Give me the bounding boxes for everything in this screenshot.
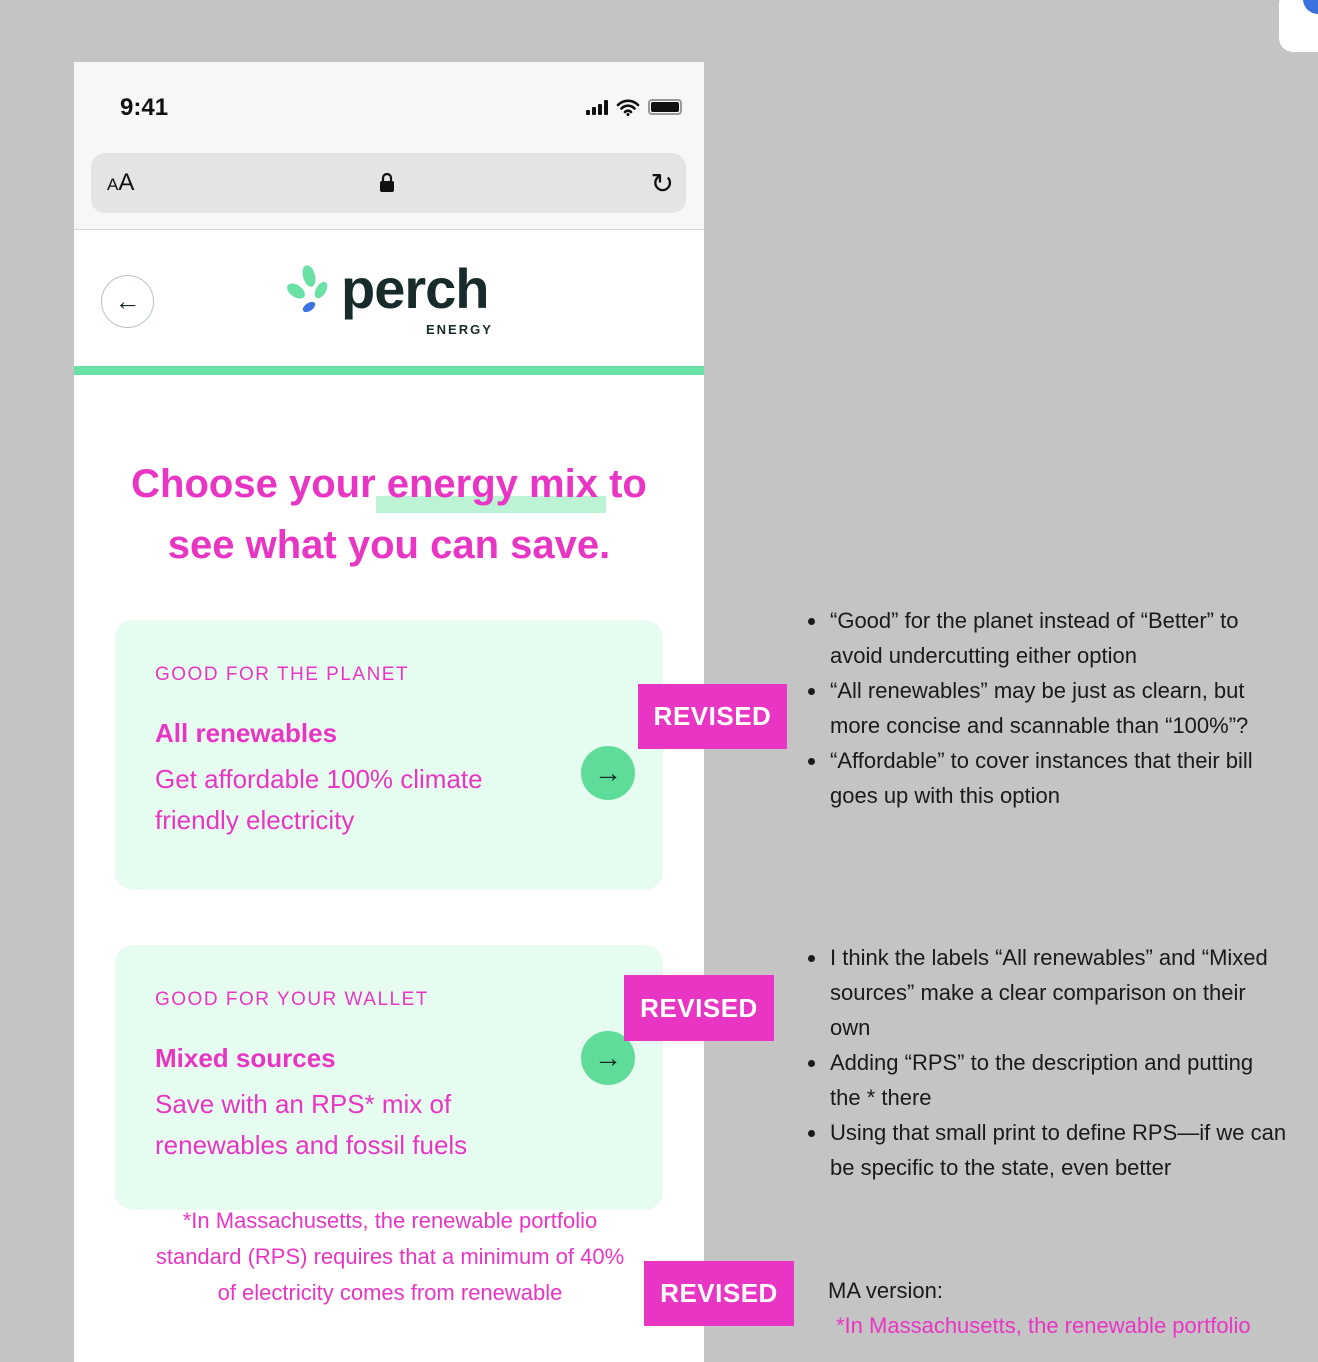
back-button[interactable] (101, 275, 154, 328)
arrow-left-icon: ← (114, 286, 141, 316)
browser-chrome (74, 62, 704, 230)
revised-badge: REVISED (638, 684, 787, 749)
status-icons (586, 98, 682, 116)
notes-list-1 (808, 603, 1288, 813)
revised-badge: REVISED (644, 1261, 794, 1326)
leaf-logo-icon (287, 264, 331, 316)
card-description: Save with an RPS* mix of renewables and fossil fuels (155, 1089, 468, 1160)
wifi-icon (616, 98, 640, 116)
signal-icon (586, 100, 608, 115)
note: • I think the labels “All renewables” and “Mixed sources” make a clear comparison on their own (828, 940, 1288, 1045)
reload-icon[interactable]: ↻ (650, 168, 674, 199)
footnote: *In Massachusetts, the renewable portfolio standard (RPS) requires that a minimum of 40% of electricity comes from renewable (155, 1208, 625, 1305)
overlay-widget[interactable] (1279, 0, 1318, 52)
page-title: Choose your energy mix to see what you can save. (131, 462, 647, 567)
note: • Adding “RPS” to the description and putting the * there (828, 1045, 1288, 1115)
ma-version-label: MA version: (828, 1278, 943, 1303)
notes-list-2 (808, 940, 1288, 1185)
url-bar[interactable] (91, 153, 686, 213)
lock-icon (379, 171, 395, 193)
arrow-right-button[interactable]: → (581, 1031, 635, 1085)
revised-badge: REVISED (624, 975, 774, 1041)
status-time: 9:41 (120, 94, 169, 121)
card-tag: GOOD FOR YOUR WALLET (155, 989, 429, 1010)
brand-name: perch (341, 257, 489, 320)
perch-logo (287, 257, 493, 337)
card-description: Get affordable 100% climate friendly electricity (155, 764, 483, 835)
arrow-right-button[interactable]: → (581, 746, 635, 800)
blue-circle-icon (1303, 0, 1318, 14)
option-card-renewables[interactable] (115, 620, 663, 890)
text-size-button[interactable]: AA (107, 169, 135, 196)
battery-icon (648, 99, 682, 115)
card-title: All renewables (155, 718, 338, 748)
brand-sub: ENERGY (426, 322, 493, 337)
note: • “Good” for the planet instead of “Better” to avoid undercutting either option (828, 603, 1288, 673)
note: • “Affordable” to cover instances that their bill goes up with this option (828, 743, 1288, 813)
option-card-mixed[interactable] (115, 945, 663, 1210)
note: • Using that small print to define RPS—if we can be specific to the state, even better (828, 1115, 1288, 1185)
note: • “All renewables” may be just as clearn, but more concise and scannable than “100%”? (828, 673, 1288, 743)
card-tag: GOOD FOR THE PLANET (155, 664, 410, 685)
card-title: Mixed sources (155, 1043, 336, 1073)
ma-version-text: *In Massachusetts, the renewable portfolio (836, 1313, 1251, 1338)
app-header (74, 230, 704, 375)
